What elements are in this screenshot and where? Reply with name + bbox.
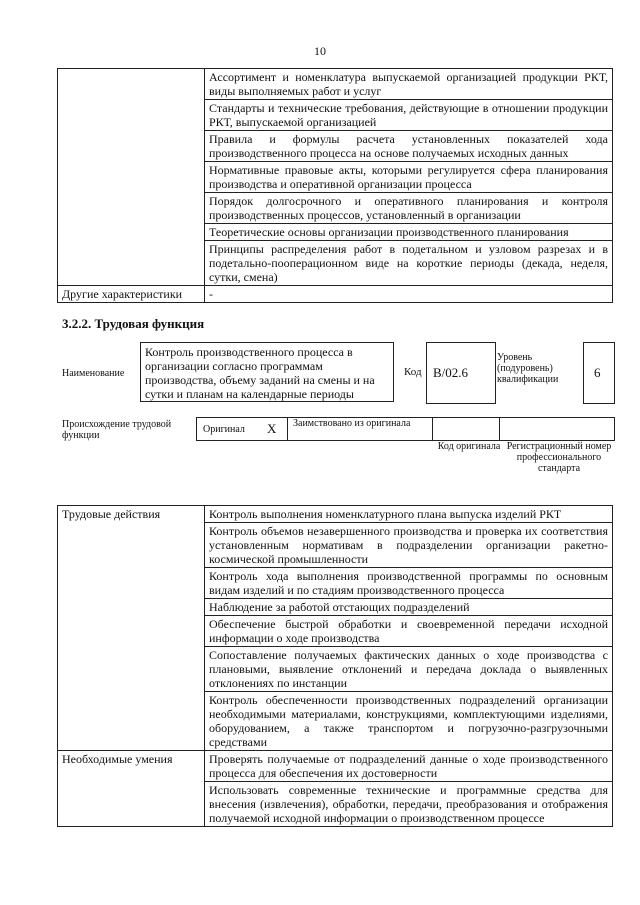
code-value: B/02.6 — [433, 365, 469, 380]
knowledge-table — [57, 68, 613, 303]
level-box — [583, 342, 615, 404]
reg-number-caption: Регистрационный номер профессионального стандарта — [506, 441, 612, 474]
labor-actions-label: Трудовые действия — [58, 506, 205, 751]
list-item: Нормативные правовые акты, которыми регулируется сфера планирования производства и оперативной организации процесса — [205, 162, 613, 193]
list-item: Теоретические основы организации производственного планирования — [205, 224, 613, 241]
list-item: Контроль объемов незавершенного производства и проверка их соответствия установленным нормативам в подразделении организации ракетно-космической промышленности — [205, 523, 613, 568]
table-row — [58, 751, 613, 782]
skills-label: Необходимые умения — [58, 751, 205, 827]
code-original-cell — [433, 418, 500, 440]
list-item: Правила и формулы расчета установленных показателей хода производственного процесса на основе получаемых исходных данных — [205, 131, 613, 162]
list-item: Контроль выполнения номенклатурного плана выпуска изделий РКТ — [205, 506, 613, 523]
level-value: 6 — [594, 365, 601, 380]
original-cell — [197, 418, 288, 440]
list-item: Наблюдение за работой отстающих подразделений — [205, 599, 613, 616]
list-item: Ассортимент и номенклатура выпускаемой организацией продукции РКТ, виды выполняемых работ и услуг — [205, 69, 613, 100]
list-item: Сопоставление получаемых фактических данных о ходе производства с плановыми, выявление отклонений и передача доклада о выявленных отклонениях по инстанции — [205, 647, 613, 692]
list-item: Использовать современные технические и программные средства для внесения (извлечения), обработки, передачи, преобразования и отображения получаемой исходной информации о производственном процессе — [205, 782, 613, 827]
original-label: Оригинал — [203, 424, 245, 435]
code-label: Код — [404, 366, 422, 378]
page-number: 10 — [314, 44, 326, 58]
origin-label: Происхождение трудовой функции — [62, 419, 172, 441]
list-item: Стандарты и технические требования, действующие в отношении продукции РКТ, выпускаемой организацией — [205, 100, 613, 131]
table-row — [58, 69, 613, 100]
original-mark: X — [267, 421, 277, 436]
borrowed-cell — [287, 418, 433, 440]
origin-row — [196, 417, 615, 441]
table-row — [58, 286, 613, 303]
labor-actions-table — [57, 505, 613, 827]
function-name-box: Контроль производственного процесса в организации согласно программам производства, объему заданий на смены и на сутки и планам на календарные периоды — [140, 342, 394, 402]
code-box — [426, 342, 496, 404]
borrowed-label: Заимствовано из оригинала — [293, 418, 411, 429]
list-item: Обеспечение быстрой обработки и своевременной передачи исходной информации о ходе производства — [205, 616, 613, 647]
level-label: Уровень (подуровень) квалификации — [497, 352, 559, 385]
list-item: Порядок долгосрочного и оперативного планирования и контроля производственных процессов, установленный в организации — [205, 193, 613, 224]
reg-number-cell — [500, 418, 613, 440]
name-label: Наименование — [62, 368, 125, 379]
list-item: Контроль обеспеченности производственных подразделений организации необходимыми материалами, конструкциями, комплектующими изделиями, оборудованием, а также транспортом и погрузочно-разгрузочными средствами — [205, 692, 613, 751]
other-characteristics-value: - — [205, 286, 613, 303]
section-title: 3.2.2. Трудовая функция — [62, 316, 205, 331]
empty-label-cell — [58, 69, 205, 286]
code-original-caption: Код оригинала — [437, 441, 501, 452]
table-row — [58, 506, 613, 523]
list-item: Проверять получаемые от подразделений данные о ходе производственного процесса для обеспечения их достоверности — [205, 751, 613, 782]
list-item: Контроль хода выполнения производственной программы по основным видам изделий и по стадиям производственного процесса — [205, 568, 613, 599]
other-characteristics-label: Другие характеристики — [58, 286, 205, 303]
list-item: Принципы распределения работ в подетальном и узловом разрезах и в подетально-пооперационном виде на короткие периоды (декада, неделя, сутки, смена) — [205, 241, 613, 286]
